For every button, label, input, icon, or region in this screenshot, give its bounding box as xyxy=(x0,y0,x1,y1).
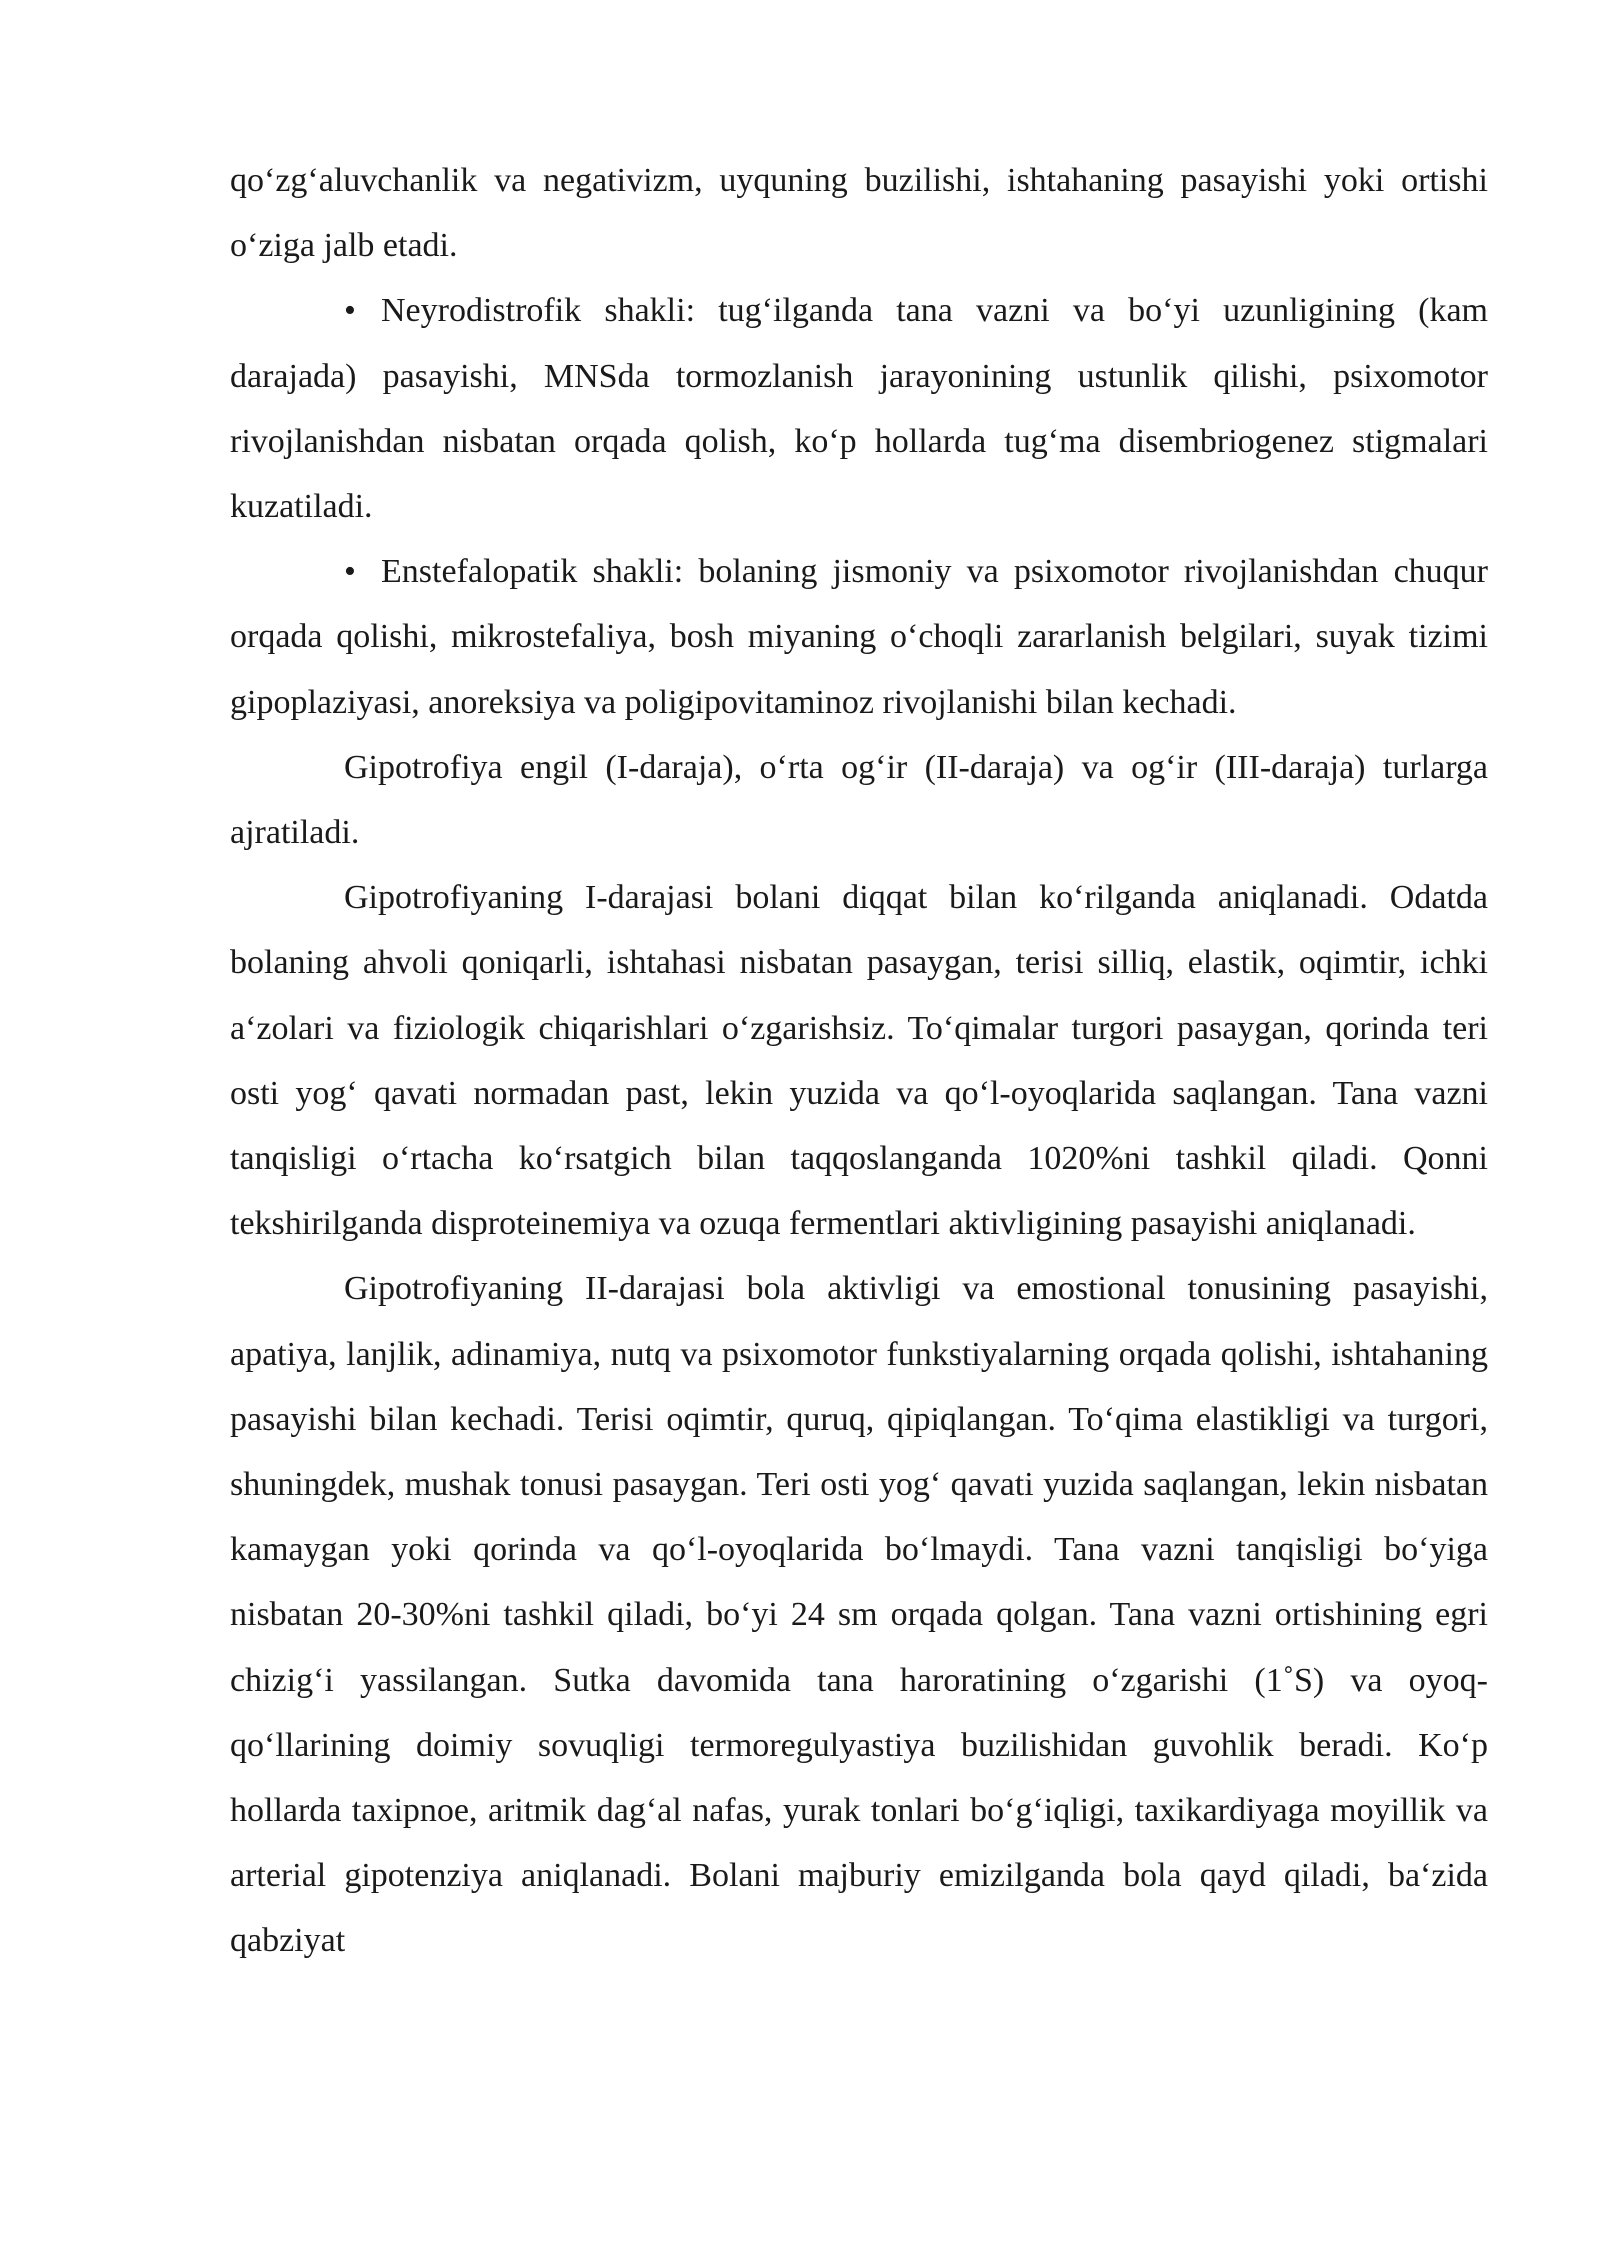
bullet-text: Neyrodistrofik shakli: tug‘ilganda tana vazni va bo‘yi uzunligining (kam darajada) pasayishi, MNSda tormozlanish jarayonining ustunlik qilishi, psixomotor rivojlanishdan nisbatan orqada qolish, ko‘p hollarda tug‘ma disembriogenez stigmalari kuzatiladi. xyxy=(230,292,1488,526)
bullet-enstefalopatik xyxy=(230,539,1488,735)
bullet-neyrodistrofik xyxy=(230,278,1488,539)
bullet-marker: • xyxy=(344,553,356,591)
paragraph-continuation: qo‘zg‘aluvchanlik va negativizm, uyquning buzilishi, ishtahaning pasayishi yoki ortishi o‘ziga jalb etadi. xyxy=(230,162,1488,265)
paragraph-degree-one: Gipotrofiyaning I-darajasi bolani diqqat bilan ko‘rilganda aniqlanadi. Odatda bolaning ahvoli qoniqarli, ishtahasi nisbatan pasaygan, terisi silliq, elastik, oqimtir, ichki a‘zolari va fiziologik chiqarishlari o‘zgarishsiz. To‘qimalar turgori pasaygan, qorinda teri osti yog‘ qavati normadan past, lekin yuzida va qo‘l-oyoqlarida saqlangan. Tana vazni tanqisligi o‘rtacha ko‘rsatgich bilan taqqoslanganda 1020%ni tashkil qiladi. Qonni tekshirilganda disproteinemiya va ozuqa fermentlari aktivligining pasayishi aniqlanadi. xyxy=(230,879,1488,1243)
paragraph-degree-two: Gipotrofiyaning II-darajasi bola aktivligi va emostional tonusining pasayishi, apatiya, lanjlik, adinamiya, nutq va psixomotor funkstiyalarning orqada qolishi, ishtahaning pasayishi bilan kechadi. Terisi oqimtir, quruq, qipiqlangan. To‘qima elastikligi va turgori, shuningdek, mushak tonusi pasaygan. Teri osti yog‘ qavati yuzida saqlangan, lekin nisbatan kamaygan yoki qorinda va qo‘l-oyoqlarida bo‘lmaydi. Tana vazni tanqisligi bo‘yiga nisbatan 20-30%ni tashkil qiladi, bo‘yi 24 sm orqada qolgan. Tana vazni ortishining egri chizig‘i yassilangan. Sutka davomida tana haroratining o‘zgarishi (1˚S) va oyoq-qo‘llarining doimiy sovuqligi termoregulyastiya buzilishidan guvohlik beradi. Ko‘p hollarda taxipnoe, aritmik dag‘al nafas, yurak tonlari bo‘g‘iqligi, taxikardiyaga moyillik va arterial gipotenziya aniqlanadi. Bolani majburiy emizilganda bola qayd qiladi, ba‘zida qabziyat xyxy=(230,1270,1488,1960)
paragraph-classification: Gipotrofiya engil (I-daraja), o‘rta og‘ir (II-daraja) va og‘ir (III-daraja) turlarga ajratiladi. xyxy=(230,748,1488,852)
document-page xyxy=(230,148,1488,1974)
bullet-text: Enstefalopatik shakli: bolaning jismoniy va psixomotor rivojlanishdan chuqur orqada qolishi, mikrostefaliya, bosh miyaning o‘choqli zararlanish belgilari, suyak tizimi gipoplaziyasi, anoreksiya va poligipovitaminoz rivojlanishi bilan kechadi. xyxy=(230,553,1488,721)
bullet-marker: • xyxy=(344,292,356,330)
